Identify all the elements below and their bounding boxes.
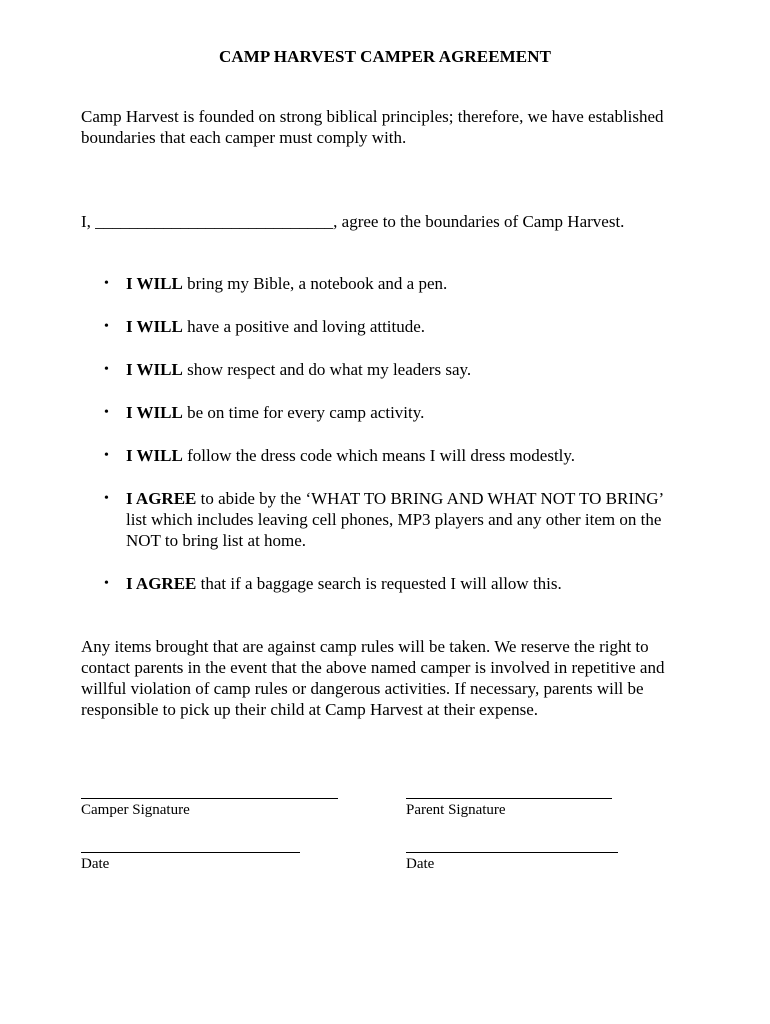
camper-signature-block — [81, 784, 338, 819]
document-title: CAMP HARVEST CAMPER AGREEMENT — [218, 47, 552, 66]
bullet-icon: • — [104, 276, 109, 291]
closing-paragraph: Any items brought that are against camp rules will be taken. We reserve the right to contact parents in the event that the above named camper is involved in repetitive and willful violation of camp rules or dangerous activities. If necessary, parents will be responsible to pick up their child at Camp Harvest at their expense. — [81, 637, 665, 719]
rule-text: show respect and do what my leaders say. — [182, 360, 472, 379]
parent-signature-line — [406, 798, 612, 799]
bullet-icon: • — [104, 576, 109, 591]
list-item — [0, 402, 686, 423]
camper-date-block — [81, 838, 300, 873]
rule-text: bring my Bible, a notebook and a pen. — [182, 274, 448, 293]
camper-signature-label: Camper Signature — [81, 802, 190, 818]
parent-signature-block — [406, 784, 612, 819]
rule-text: follow the dress code which means I will dress modestly. — [182, 446, 576, 465]
bullet-icon: • — [104, 448, 109, 463]
camper-date-line — [81, 852, 300, 853]
bullet-icon: • — [104, 362, 109, 377]
list-item — [0, 488, 686, 551]
parent-date-block — [406, 838, 618, 873]
rule-text: be on time for every camp activity. — [182, 403, 425, 422]
bullet-icon: • — [104, 405, 109, 420]
rule-lead: I WILL — [126, 274, 183, 293]
list-item — [0, 359, 686, 380]
bullet-icon: • — [104, 491, 109, 506]
rule-lead: I WILL — [126, 446, 183, 465]
intro-paragraph: Camp Harvest is founded on strong biblical principles; therefore, we have established boundaries that each camper must comply with. — [81, 107, 664, 147]
list-item — [0, 573, 686, 594]
list-item — [0, 316, 686, 337]
rules-list — [0, 273, 686, 616]
list-item — [0, 273, 686, 294]
camper-date-label: Date — [81, 856, 110, 872]
pledge-line: I, ____________________________, agree to the boundaries of Camp Harvest. — [81, 212, 625, 231]
bullet-icon: • — [104, 319, 109, 334]
rule-lead: I WILL — [126, 360, 183, 379]
parent-signature-label: Parent Signature — [406, 802, 506, 818]
rule-lead: I AGREE — [126, 574, 197, 593]
rule-text: that if a baggage search is requested I will allow this. — [196, 574, 562, 593]
camper-signature-line — [81, 798, 338, 799]
rule-lead: I WILL — [126, 403, 183, 422]
rule-lead: I AGREE — [126, 489, 197, 508]
list-item — [0, 445, 686, 466]
rule-lead: I WILL — [126, 317, 183, 336]
parent-date-line — [406, 852, 618, 853]
rule-text: to abide by the ‘WHAT TO BRING AND WHAT NOT TO BRING’ list which includes leaving cell phones, MP3 players and any other item on the NOT to bring list at home. — [126, 489, 663, 550]
rule-text: have a positive and loving attitude. — [182, 317, 426, 336]
parent-date-label: Date — [406, 856, 435, 872]
